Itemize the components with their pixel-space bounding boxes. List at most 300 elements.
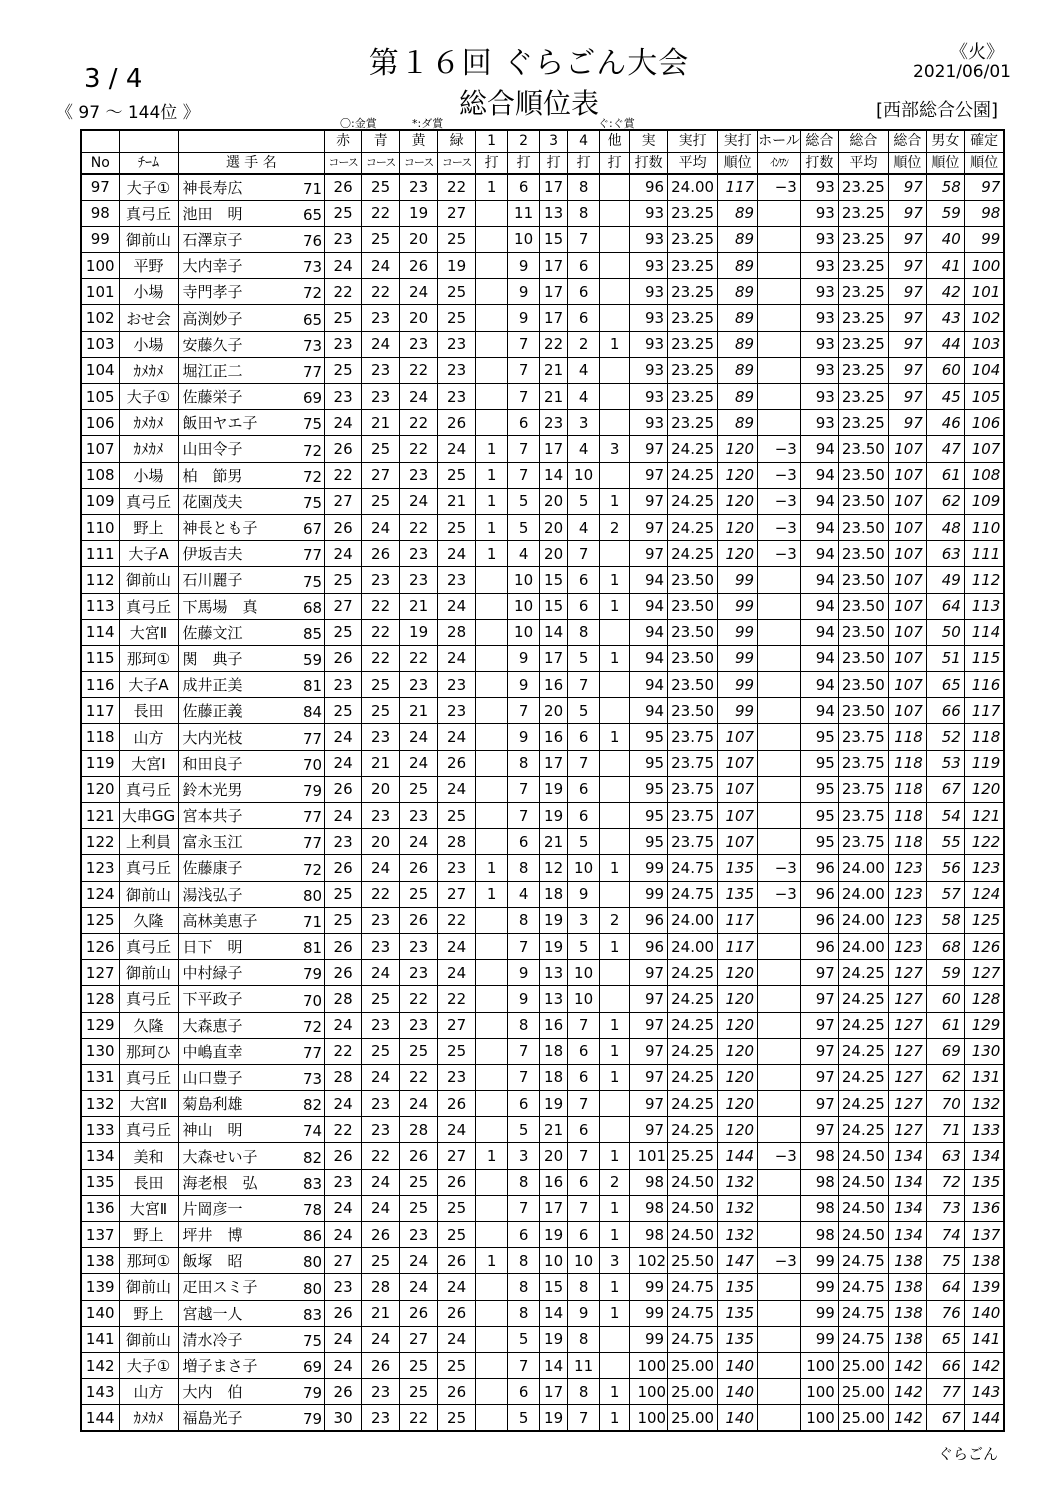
table-cell: 54: [926, 803, 964, 829]
table-cell: 131: [964, 1064, 1004, 1090]
table-cell: 27: [438, 881, 476, 907]
table-cell: 23.75: [838, 803, 888, 829]
table-cell: 44: [926, 331, 964, 357]
table-cell: 23: [400, 1012, 438, 1038]
table-cell: 75: [303, 410, 325, 436]
table-cell: [476, 567, 508, 593]
table-cell: 池田 明: [178, 200, 303, 226]
table-cell: 97: [888, 410, 926, 436]
table-cell: [476, 776, 508, 802]
header-cell: 黄: [400, 130, 438, 152]
table-cell: 97: [630, 462, 668, 488]
table-cell: [758, 1012, 801, 1038]
table-cell: 16: [540, 724, 568, 750]
table-cell: 94: [630, 567, 668, 593]
table-cell: 139: [81, 1274, 119, 1300]
table-cell: 22: [400, 645, 438, 671]
table-cell: 10: [568, 462, 600, 488]
table-cell: 3: [568, 410, 600, 436]
table-cell: 140: [718, 1405, 758, 1431]
table-cell: 62: [926, 488, 964, 514]
table-cell: 70: [926, 1091, 964, 1117]
table-cell: 26: [325, 1143, 362, 1169]
table-cell: 108: [964, 462, 1004, 488]
table-cell: 133: [81, 1117, 119, 1143]
table-cell: 1: [600, 724, 630, 750]
table-cell: [758, 410, 801, 436]
header-cell: 4: [568, 130, 600, 152]
table-cell: [600, 1117, 630, 1143]
table-cell: 97: [964, 174, 1004, 200]
table-cell: [476, 933, 508, 959]
table-cell: 大串GG: [119, 803, 178, 829]
table-cell: 94: [800, 488, 838, 514]
table-cell: 23: [400, 541, 438, 567]
table-cell: 23.25: [668, 384, 718, 410]
table-cell: 18: [540, 1038, 568, 1064]
table-cell: 中村緑子: [178, 960, 303, 986]
table-cell: 1: [600, 1143, 630, 1169]
table-cell: 海老根 弘: [178, 1169, 303, 1195]
table-cell: 1: [600, 488, 630, 514]
legend-gura: ぐ:ぐ賞: [598, 117, 635, 130]
table-cell: 17: [540, 1195, 568, 1221]
table-cell: 6: [568, 567, 600, 593]
table-cell: [476, 1379, 508, 1405]
table-cell: 7: [568, 750, 600, 776]
table-cell: 89: [718, 279, 758, 305]
table-row: [81, 357, 1004, 383]
table-cell: 真弓丘: [119, 933, 178, 959]
table-cell: −3: [758, 855, 801, 881]
table-cell: 98: [800, 1195, 838, 1221]
table-cell: 74: [303, 1117, 325, 1143]
table-cell: [758, 1274, 801, 1300]
table-cell: [758, 829, 801, 855]
table-cell: 5: [508, 488, 540, 514]
table-cell: 6: [568, 803, 600, 829]
table-cell: 24.25: [838, 1091, 888, 1117]
table-cell: 2: [568, 331, 600, 357]
table-cell: 67: [303, 514, 325, 540]
table-cell: 9: [508, 253, 540, 279]
table-cell: [476, 986, 508, 1012]
table-cell: 26: [325, 933, 362, 959]
page-subtitle: 総合順位表: [458, 87, 599, 120]
table-cell: 3: [508, 1143, 540, 1169]
header-cell: コース: [400, 152, 438, 174]
table-cell: 75: [303, 567, 325, 593]
table-cell: 77: [926, 1379, 964, 1405]
table-cell: 68: [926, 933, 964, 959]
table-cell: 26: [400, 907, 438, 933]
table-cell: 105: [81, 384, 119, 410]
table-cell: 清水冷子: [178, 1326, 303, 1352]
table-cell: 大宮Ⅱ: [119, 619, 178, 645]
table-cell: 97: [630, 1091, 668, 1117]
table-cell: 25.50: [668, 1248, 718, 1274]
table-cell: 25: [325, 619, 362, 645]
table-cell: 97: [800, 1117, 838, 1143]
table-cell: 20: [540, 698, 568, 724]
table-cell: 23: [362, 803, 400, 829]
table-cell: 22: [400, 410, 438, 436]
table-cell: 24.75: [838, 1300, 888, 1326]
table-cell: 25: [400, 1352, 438, 1378]
table-cell: 110: [964, 514, 1004, 540]
table-cell: 25: [438, 1038, 476, 1064]
table-cell: 93: [800, 174, 838, 200]
table-cell: 107: [888, 567, 926, 593]
table-cell: 102: [630, 1248, 668, 1274]
table-cell: [600, 357, 630, 383]
table-cell: 1: [476, 541, 508, 567]
table-cell: 107: [718, 803, 758, 829]
table-cell: [758, 698, 801, 724]
table-cell: 4: [568, 514, 600, 540]
table-cell: 23.25: [838, 200, 888, 226]
header-cell: ﾁｰﾑ: [119, 152, 178, 174]
table-cell: −3: [758, 881, 801, 907]
table-cell: −3: [758, 541, 801, 567]
table-cell: 24.25: [838, 1012, 888, 1038]
table-cell: [758, 1352, 801, 1378]
table-cell: 22: [325, 1117, 362, 1143]
table-cell: 8: [508, 1274, 540, 1300]
table-cell: 山方: [119, 1379, 178, 1405]
table-cell: 20: [540, 488, 568, 514]
table-cell: 23.75: [668, 803, 718, 829]
table-cell: 寺門孝子: [178, 279, 303, 305]
table-row: [81, 305, 1004, 331]
table-cell: 100: [81, 253, 119, 279]
header-cell: 打数: [630, 152, 668, 174]
table-cell: 13: [540, 200, 568, 226]
table-cell: 24: [438, 933, 476, 959]
table-cell: 23: [325, 672, 362, 698]
table-cell: 114: [81, 619, 119, 645]
table-cell: 56: [926, 855, 964, 881]
table-cell: 139: [964, 1274, 1004, 1300]
table-cell: 5: [568, 645, 600, 671]
table-cell: 93: [800, 384, 838, 410]
table-cell: 53: [926, 750, 964, 776]
table-cell: 96: [800, 907, 838, 933]
table-cell: 93: [800, 331, 838, 357]
table-cell: [600, 541, 630, 567]
table-cell: 98: [800, 1143, 838, 1169]
table-row: [81, 1352, 1004, 1378]
table-cell: 93: [630, 305, 668, 331]
table-cell: [758, 645, 801, 671]
table-cell: 127: [888, 1064, 926, 1090]
table-cell: 114: [964, 619, 1004, 645]
table-cell: 1: [600, 593, 630, 619]
table-cell: 福島光子: [178, 1405, 303, 1431]
table-cell: [476, 619, 508, 645]
table-cell: 147: [718, 1248, 758, 1274]
table-cell: [758, 1117, 801, 1143]
table-cell: 7: [568, 1091, 600, 1117]
table-cell: 10: [508, 593, 540, 619]
table-cell: 26: [325, 855, 362, 881]
table-cell: 24.25: [668, 488, 718, 514]
table-cell: 113: [964, 593, 1004, 619]
table-row: [81, 436, 1004, 462]
table-row: [81, 593, 1004, 619]
table-cell: [758, 907, 801, 933]
table-cell: 97: [630, 1038, 668, 1064]
table-cell: 24.25: [838, 1064, 888, 1090]
table-cell: [476, 698, 508, 724]
table-row: [81, 1274, 1004, 1300]
table-cell: 25: [325, 305, 362, 331]
table-cell: 120: [718, 1064, 758, 1090]
table-cell: 97: [888, 305, 926, 331]
table-cell: 7: [508, 384, 540, 410]
table-cell: 6: [508, 829, 540, 855]
table-cell: 花園茂夫: [178, 488, 303, 514]
header-cell: 2: [508, 130, 540, 152]
table-cell: 伊坂吉夫: [178, 541, 303, 567]
table-row: [81, 986, 1004, 1012]
table-cell: 1: [600, 1064, 630, 1090]
table-cell: 99: [718, 645, 758, 671]
table-cell: 94: [630, 645, 668, 671]
table-cell: 76: [303, 226, 325, 252]
table-cell: 58: [926, 174, 964, 200]
table-cell: 97: [888, 253, 926, 279]
table-cell: 120: [718, 541, 758, 567]
table-cell: 20: [400, 305, 438, 331]
header-cell: 総合: [800, 130, 838, 152]
table-cell: 6: [508, 1222, 540, 1248]
table-cell: [476, 200, 508, 226]
table-cell: 25.00: [838, 1379, 888, 1405]
header-cell: 順位: [888, 152, 926, 174]
table-cell: 22: [438, 174, 476, 200]
table-cell: 25: [362, 986, 400, 1012]
table-cell: 77: [303, 357, 325, 383]
table-cell: 67: [926, 1405, 964, 1431]
table-cell: 94: [800, 462, 838, 488]
table-cell: 117: [718, 907, 758, 933]
table-cell: 9: [508, 279, 540, 305]
table-cell: 125: [964, 907, 1004, 933]
table-cell: 28: [400, 1117, 438, 1143]
table-cell: [758, 960, 801, 986]
table-row: [81, 174, 1004, 200]
table-cell: 28: [438, 829, 476, 855]
table-cell: 真弓丘: [119, 855, 178, 881]
table-cell: 97: [800, 1012, 838, 1038]
table-cell: おせ会: [119, 305, 178, 331]
table-cell: 23.25: [668, 331, 718, 357]
table-cell: 79: [303, 1405, 325, 1431]
table-cell: 25: [400, 1038, 438, 1064]
table-cell: 97: [800, 986, 838, 1012]
table-cell: 70: [303, 986, 325, 1012]
table-cell: 24.75: [668, 1326, 718, 1352]
table-cell: 25: [362, 698, 400, 724]
table-cell: 1: [476, 488, 508, 514]
table-cell: 97: [800, 1038, 838, 1064]
table-cell: 97: [630, 1064, 668, 1090]
table-cell: [600, 462, 630, 488]
table-cell: 26: [438, 1091, 476, 1117]
table-row: [81, 410, 1004, 436]
table-cell: 26: [438, 750, 476, 776]
table-cell: ｶﾒｶﾒ: [119, 357, 178, 383]
table-cell: 22: [400, 1405, 438, 1431]
table-cell: 21: [540, 829, 568, 855]
table-cell: 24.75: [838, 1326, 888, 1352]
table-cell: 71: [303, 174, 325, 200]
table-cell: [476, 645, 508, 671]
table-cell: 120: [718, 488, 758, 514]
table-row: [81, 1405, 1004, 1431]
table-cell: 97: [888, 279, 926, 305]
table-row: [81, 253, 1004, 279]
table-cell: 26: [400, 855, 438, 881]
table-row: [81, 1248, 1004, 1274]
table-cell: 5: [508, 1405, 540, 1431]
table-cell: 23.50: [838, 462, 888, 488]
table-cell: 134: [964, 1143, 1004, 1169]
table-cell: 47: [926, 436, 964, 462]
table-cell: [758, 724, 801, 750]
table-cell: 25: [438, 1195, 476, 1221]
table-cell: 6: [568, 1117, 600, 1143]
table-cell: 71: [926, 1117, 964, 1143]
table-cell: 23.50: [668, 593, 718, 619]
table-cell: [758, 1222, 801, 1248]
table-cell: 26: [362, 541, 400, 567]
header-cell: No: [81, 152, 119, 174]
table-cell: 19: [400, 200, 438, 226]
table-cell: 72: [303, 436, 325, 462]
table-cell: 6: [568, 253, 600, 279]
table-cell: 20: [540, 1143, 568, 1169]
table-cell: [476, 1274, 508, 1300]
table-cell: 68: [303, 593, 325, 619]
table-cell: [476, 1169, 508, 1195]
table-row: [81, 331, 1004, 357]
table-cell: 13: [540, 986, 568, 1012]
table-cell: 107: [81, 436, 119, 462]
table-cell: 132: [81, 1091, 119, 1117]
table-cell: 94: [630, 698, 668, 724]
table-cell: 69: [926, 1038, 964, 1064]
table-cell: 119: [964, 750, 1004, 776]
table-cell: 9: [508, 645, 540, 671]
table-cell: 22: [400, 357, 438, 383]
table-cell: 24: [438, 645, 476, 671]
table-cell: 佐藤文江: [178, 619, 303, 645]
table-cell: [600, 253, 630, 279]
table-cell: 100: [964, 253, 1004, 279]
table-cell: 104: [964, 357, 1004, 383]
table-cell: 堀江正二: [178, 357, 303, 383]
table-cell: 1: [476, 174, 508, 200]
table-cell: 93: [800, 279, 838, 305]
table-cell: 24: [362, 960, 400, 986]
table-cell: 真弓丘: [119, 488, 178, 514]
table-cell: 24: [438, 1326, 476, 1352]
table-cell: 23: [325, 1274, 362, 1300]
table-cell: 10: [568, 960, 600, 986]
table-cell: 神山 明: [178, 1117, 303, 1143]
table-cell: 7: [508, 698, 540, 724]
table-cell: 137: [964, 1222, 1004, 1248]
header-cell: ｲﾝﾜﾝ: [758, 152, 801, 174]
table-cell: 77: [303, 724, 325, 750]
table-cell: 107: [888, 698, 926, 724]
table-cell: 25: [362, 1038, 400, 1064]
table-cell: 23.25: [838, 174, 888, 200]
table-cell: 80: [303, 881, 325, 907]
table-cell: 7: [568, 1195, 600, 1221]
table-cell: 101: [81, 279, 119, 305]
table-cell: 20: [362, 776, 400, 802]
table-cell: 118: [81, 724, 119, 750]
table-cell: 24: [400, 724, 438, 750]
table-cell: 24.25: [668, 1038, 718, 1064]
table-cell: 鈴木光男: [178, 776, 303, 802]
table-cell: [476, 1300, 508, 1326]
table-cell: 23: [400, 933, 438, 959]
table-cell: 17: [540, 645, 568, 671]
table-cell: 1: [476, 1143, 508, 1169]
table-cell: 140: [964, 1300, 1004, 1326]
table-cell: 72: [303, 462, 325, 488]
table-cell: 124: [81, 881, 119, 907]
table-cell: 123: [888, 907, 926, 933]
page-title: 第１６回 ぐらごん大会: [368, 46, 690, 81]
table-cell: 7: [508, 462, 540, 488]
table-cell: 120: [718, 1038, 758, 1064]
table-cell: 98: [800, 1169, 838, 1195]
table-cell: 27: [400, 1326, 438, 1352]
table-cell: 8: [568, 174, 600, 200]
table-cell: 24: [325, 253, 362, 279]
table-cell: 23: [400, 331, 438, 357]
table-cell: 40: [926, 226, 964, 252]
table-cell: 99: [81, 226, 119, 252]
table-cell: 23: [438, 672, 476, 698]
table-cell: 9: [568, 1300, 600, 1326]
table-cell: 45: [926, 384, 964, 410]
table-cell: 24: [325, 750, 362, 776]
table-cell: [476, 410, 508, 436]
table-cell: 24: [362, 253, 400, 279]
table-cell: 24.00: [838, 933, 888, 959]
table-cell: 121: [81, 803, 119, 829]
table-cell: 大子A: [119, 541, 178, 567]
table-cell: 111: [81, 541, 119, 567]
table-cell: 25: [325, 357, 362, 383]
table-cell: 15: [540, 1274, 568, 1300]
table-cell: 7: [508, 1038, 540, 1064]
table-cell: 25: [400, 1169, 438, 1195]
table-cell: 99: [718, 698, 758, 724]
table-cell: 5: [568, 933, 600, 959]
table-cell: 26: [438, 410, 476, 436]
table-cell: [476, 960, 508, 986]
table-cell: 135: [718, 855, 758, 881]
table-cell: 94: [630, 593, 668, 619]
table-cell: 14: [540, 1352, 568, 1378]
